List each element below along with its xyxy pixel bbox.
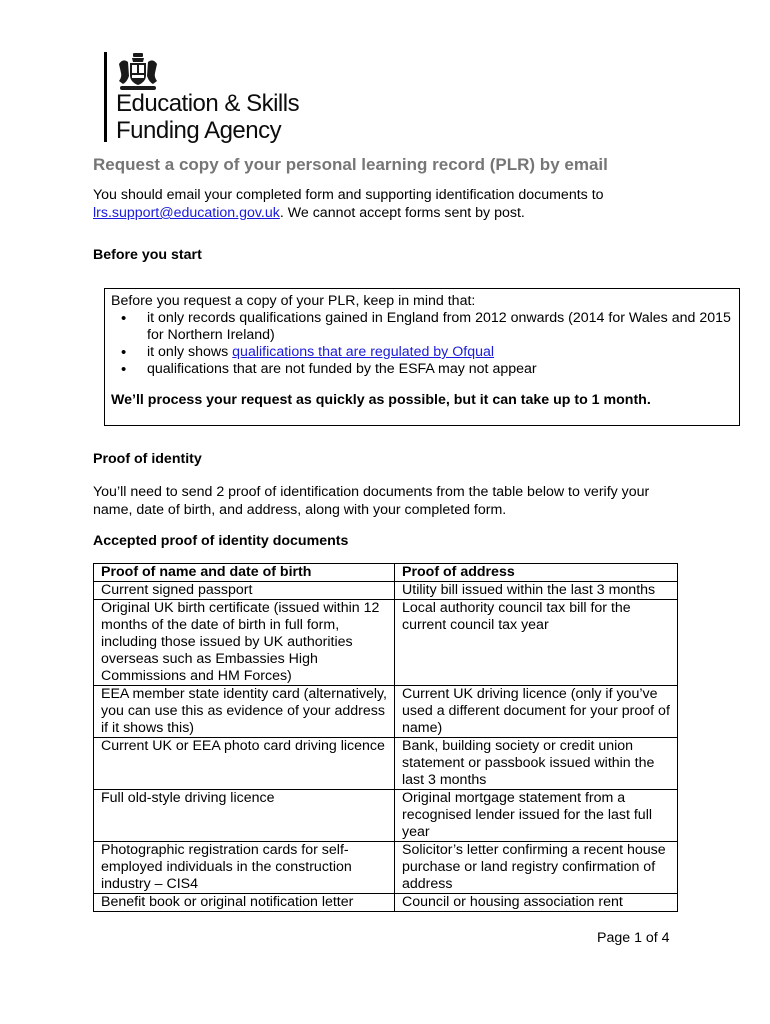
list-item [111,344,733,361]
list-item: • it only records qualifications gained in England from 2012 onwards (2014 for Wales and 2015 for Northern Ireland) [111,310,733,344]
table-row [94,600,678,686]
support-email-link[interactable]: lrs.support@education.gov.uk [93,205,280,221]
processing-time-note: We’ll process your request as quickly as possible, but it can take up to 1 month. [111,392,651,408]
accepted-documents-heading: Accepted proof of identity documents [93,533,349,549]
table-row [94,842,678,894]
table-cell: Original UK birth certificate (issued within 12 months of the date of birth in full form, including those issued by UK authorities overseas such as Embassies High Commissions and HM Forces) [94,600,395,686]
royal-coat-of-arms-icon [114,52,162,92]
table-cell: Local authority council tax bill for the current council tax year [395,600,678,686]
table-cell: Bank, building society or credit union statement or passbook issued within the last 3 months [395,738,678,790]
table-cell: Original mortgage statement from a recognised lender issued for the last full year [395,790,678,842]
intro-paragraph [93,186,673,222]
table-cell: EEA member state identity card (alternatively, you can use this as evidence of your address if it shows this) [94,686,395,738]
table-row [94,738,678,790]
conditions-list [111,310,733,378]
table-cell: Current UK or EEA photo card driving licence [94,738,395,790]
table-row [94,790,678,842]
proof-paragraph: You’ll need to send 2 proof of identification documents from the table below to verify your name, date of birth, and address, along with your completed form. [93,484,650,518]
column-header-address: Proof of address [395,564,678,582]
table-cell: Current UK driving licence (only if you’ve used a different document for your proof of name) [395,686,678,738]
intro-text-end: . We cannot accept forms sent by post. [279,205,525,221]
table-cell: Photographic registration cards for self-employed individuals in the construction industry – CIS4 [94,842,395,894]
table-cell: Utility bill issued within the last 3 months [395,582,678,600]
documents-table [93,563,678,912]
intro-text: You should email your completed form and supporting identification documents to [93,187,604,203]
table-row [94,894,678,912]
column-header-name-dob: Proof of name and date of birth [94,564,395,582]
table-cell: Benefit book or original notification letter [94,894,395,912]
proof-of-identity-heading: Proof of identity [93,451,202,467]
page-title: Request a copy of your personal learning record (PLR) by email [93,155,608,174]
table-row [94,686,678,738]
before-you-start-box [104,288,740,426]
before-you-start-heading: Before you start [93,247,202,263]
table-cell: Council or housing association rent [395,894,678,912]
box-lead: Before you request a copy of your PLR, keep in mind that: [111,293,476,309]
bullet-text: it only shows [147,344,233,360]
organisation-name: Education & Skills Funding Agency [116,90,300,144]
list-item: • qualifications that are not funded by the ESFA may not appear [111,361,733,378]
table-row [94,582,678,600]
agency-logo [104,52,344,144]
ofqual-link[interactable]: qualifications that are regulated by Ofqual [232,344,495,360]
table-cell: Full old-style driving licence [94,790,395,842]
table-cell: Current signed passport [94,582,395,600]
table-cell: Solicitor’s letter confirming a recent house purchase or land registry confirmation of address [395,842,678,894]
page-number: Page 1 of 4 [597,930,670,946]
logo-rule [104,52,107,142]
table-header-row [94,564,678,582]
